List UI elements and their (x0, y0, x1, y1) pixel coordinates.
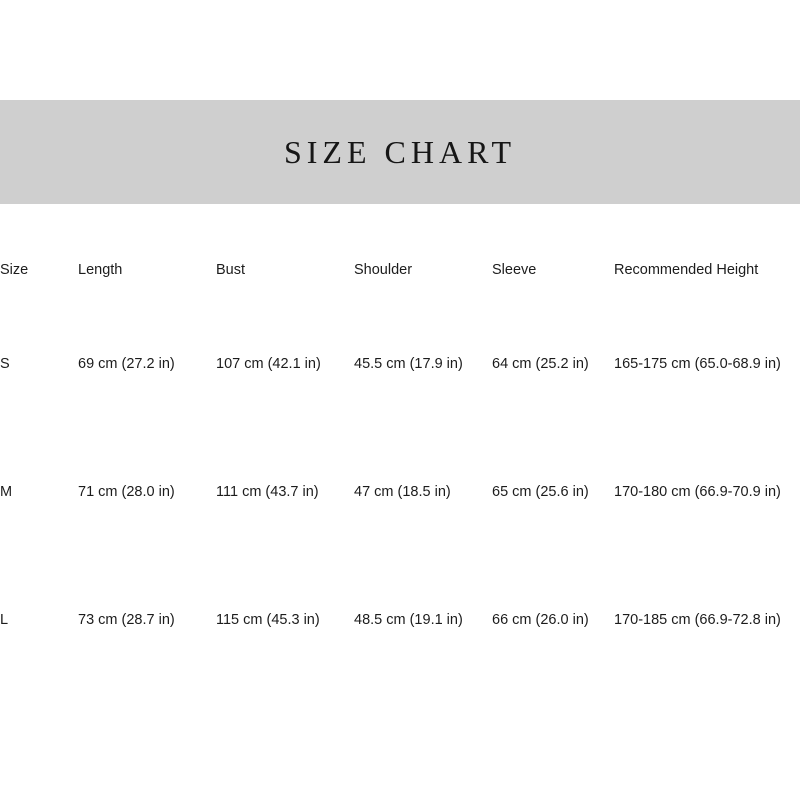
cell-length: 69 cm (27.2 in) (78, 356, 175, 372)
cell-size: L (0, 612, 9, 628)
column-header-bust: Bust (216, 262, 246, 278)
cell-bust: 111 cm (43.7 in) (216, 484, 319, 500)
cell-recommended-height: 170-180 cm (66.9-70.9 in) (614, 484, 781, 500)
cell-size: M (0, 484, 13, 500)
size-chart-table (0, 240, 800, 684)
cell-shoulder: 47 cm (18.5 in) (354, 484, 451, 500)
cell-recommended-height: 170-185 cm (66.9-72.8 in) (614, 612, 781, 628)
column-header-size: Size (0, 262, 29, 278)
page-title: SIZE CHART (283, 133, 517, 170)
column-header-length: Length (78, 262, 123, 278)
table-header-row (0, 240, 800, 300)
cell-recommended-height: 165-175 cm (65.0-68.9 in) (614, 356, 781, 372)
table-row (0, 428, 800, 556)
cell-shoulder: 45.5 cm (17.9 in) (354, 356, 463, 372)
cell-sleeve: 65 cm (25.6 in) (492, 484, 589, 500)
cell-length: 71 cm (28.0 in) (78, 484, 175, 500)
cell-size: S (0, 356, 10, 372)
table-row (0, 556, 800, 684)
cell-sleeve: 64 cm (25.2 in) (492, 356, 589, 372)
cell-bust: 115 cm (45.3 in) (216, 612, 320, 628)
table-row (0, 300, 800, 428)
column-header-sleeve: Sleeve (492, 262, 537, 278)
table-body (0, 300, 800, 684)
column-header-shoulder: Shoulder (354, 262, 413, 278)
title-band (0, 100, 800, 204)
column-header-recommended-height: Recommended Height (614, 262, 759, 278)
cell-bust: 107 cm (42.1 in) (216, 356, 321, 372)
table-header (0, 240, 800, 300)
cell-shoulder: 48.5 cm (19.1 in) (354, 612, 463, 628)
cell-length: 73 cm (28.7 in) (78, 612, 175, 628)
cell-sleeve: 66 cm (26.0 in) (492, 612, 589, 628)
